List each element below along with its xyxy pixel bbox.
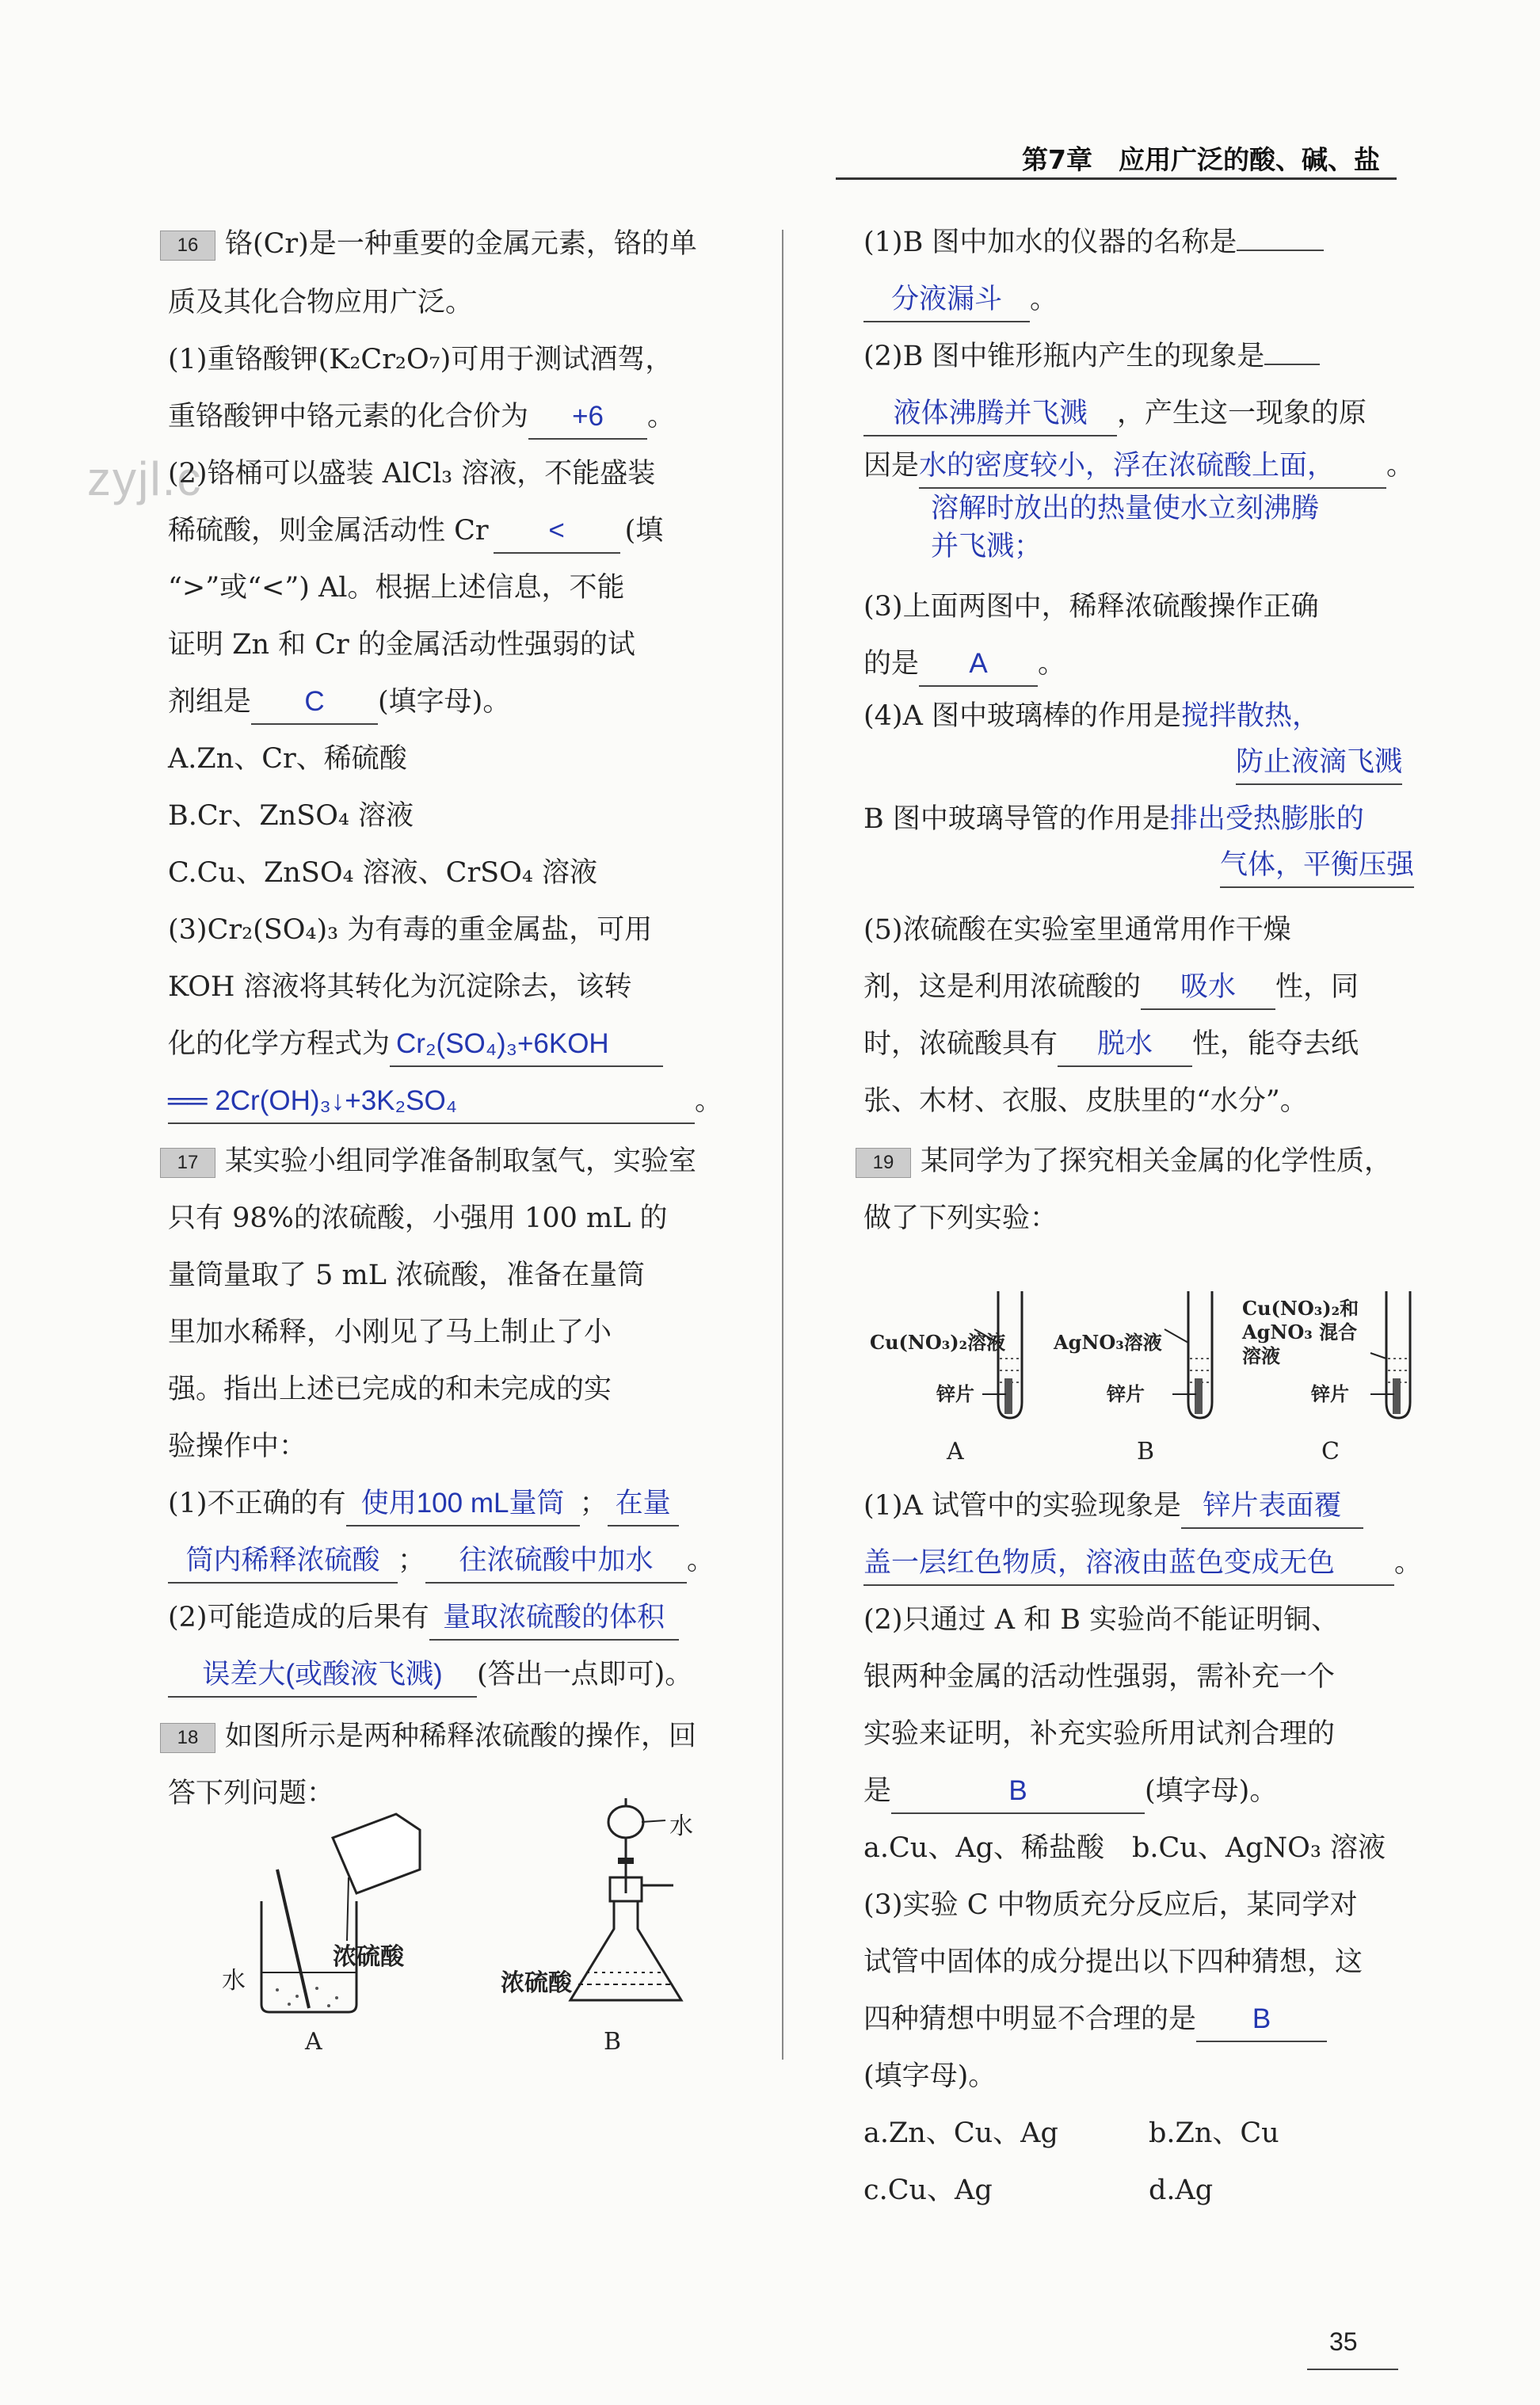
guess-c: c.Cu、Ag <box>863 2174 993 2206</box>
answer-text: B <box>1008 1775 1027 1806</box>
question-number-19: 19 <box>856 1148 911 1178</box>
answer-text: 气体，平衡压强 <box>1220 849 1415 880</box>
answer-text: 分液漏斗 <box>890 284 1002 314</box>
q17-line: (1)不正确的有 <box>168 1488 346 1519</box>
q17-line: (答出一点即可)。 <box>477 1659 693 1690</box>
q19-line: 是 <box>863 1775 892 1807</box>
answer-blank[interactable] <box>168 1080 695 1124</box>
q16-line: 稀硫酸，则金属活动性 Cr <box>168 515 489 547</box>
q16-line: (填字母)。 <box>378 686 511 718</box>
q16-line: 化的化学方程式为 <box>168 1028 391 1060</box>
tube-c-solution-label: Cu(NO₃)₂和 <box>1242 1297 1359 1320</box>
column-divider <box>782 230 783 2060</box>
q18-line: 张、木材、衣服、皮肤里的“水分”。 <box>863 1085 1308 1117</box>
q18-line: (5)浓硫酸在实验室里通常用作干燥 <box>863 914 1291 946</box>
answer-blank[interactable] <box>608 1482 679 1526</box>
figure-b-acid-label: 浓硫酸 <box>501 1969 572 1997</box>
figure-b-label: B <box>604 2028 622 2056</box>
answer-blank[interactable] <box>1196 1998 1327 2042</box>
q17-line: 只有 98%的浓硫酸，小强用 100 mL 的 <box>168 1202 668 1234</box>
answer-text: 筒内稀释浓硫酸 <box>185 1545 380 1576</box>
q18-line: 因是 <box>863 450 920 482</box>
q16-line: 质及其化合物应用广泛。 <box>168 287 474 318</box>
q19-line: (1)A 试管中的实验现象是 <box>863 1490 1181 1522</box>
q19-line: (填字母)。 <box>863 2060 997 2092</box>
answer-blank[interactable] <box>1220 844 1414 888</box>
answer-text: 盖一层红色物质，溶液由蓝色变成无色 <box>863 1547 1336 1578</box>
q19-continued <box>863 1477 1423 2219</box>
answer-text: 并飞溅； <box>931 531 1043 562</box>
q17-line: ； <box>579 1488 608 1519</box>
tube-b-label: B <box>1137 1438 1155 1465</box>
answer-text: B <box>1252 2003 1271 2034</box>
q18-line: (3)上面两图中，稀释浓硫酸操作正确 <box>863 591 1319 623</box>
left-column <box>168 214 782 1822</box>
q19-line: 四种猜想中明显不合理的是 <box>863 2003 1197 2035</box>
answer-text: C <box>304 686 325 717</box>
q18-line: ，产生这一现象的原 <box>1117 398 1367 429</box>
q17-line: ； <box>398 1545 426 1576</box>
guess-b: b.Zn、Cu <box>1149 2117 1279 2149</box>
q19-line: 做了下列实验： <box>863 1202 1058 1234</box>
tube-c-label: C <box>1321 1438 1340 1465</box>
answer-text: 使用100 mL量筒 <box>360 1488 565 1519</box>
answer-blank[interactable] <box>1141 966 1275 1010</box>
q19-line: (3)实验 C 中物质充分反应后，某同学对 <box>863 1889 1358 1921</box>
answer-blank[interactable] <box>346 1482 580 1526</box>
tube-b-solution-label: AgNO₃溶液 <box>1054 1331 1162 1354</box>
answer-text: A <box>969 648 988 679</box>
tube-c-solution-label: AgNO₃ 混合 <box>1242 1321 1358 1344</box>
guess-a: a.Zn、Cu、Ag <box>863 2117 1058 2149</box>
q16-line: 。 <box>695 1085 723 1117</box>
q19-line: 。 <box>1394 1547 1423 1579</box>
guess-d: d.Ag <box>1149 2174 1214 2206</box>
answer-text: 锌片表面覆 <box>1203 1490 1342 1521</box>
q19-line: 实验来证明，补充实验所用试剂合理的 <box>863 1718 1336 1750</box>
answer-text: ══ 2Cr(OH)₃↓+3K₂SO₄ <box>168 1085 457 1116</box>
answer-blank[interactable] <box>528 395 647 440</box>
chapter-header: 第7章 应用广泛的酸、碱、盐 <box>1022 144 1380 175</box>
q18-line: 的是 <box>863 648 920 680</box>
tube-a-solution-label: Cu(NO₃)₂溶液 <box>870 1331 1006 1354</box>
answer-blank[interactable] <box>1264 364 1320 365</box>
q16-line: KOH 溶液将其转化为沉淀除去，该转 <box>168 971 632 1003</box>
q17-line: 里加水稀释，小刚见了马上制止了小 <box>168 1317 612 1348</box>
q17-line: 验操作中： <box>168 1431 307 1462</box>
q16-line: (3)Cr₂(SO₄)₃ 为有毒的重金属盐，可用 <box>168 914 653 946</box>
figure-a-acid-label: 浓硫酸 <box>333 1943 404 1971</box>
answer-text: 吸水 <box>1180 971 1237 1002</box>
answer-text: 往浓硫酸中加水 <box>459 1545 654 1576</box>
q16-line: 重铬酸钾中铬元素的化合价为 <box>168 401 529 433</box>
question-number-18: 18 <box>160 1723 215 1753</box>
answer-blank[interactable] <box>1237 250 1324 251</box>
option-b: B.Cr、ZnSO₄ 溶液 <box>168 800 414 832</box>
q17-line: 量筒量取了 5 mL 浓硫酸，准备在量筒 <box>168 1260 646 1291</box>
q16-line: (填 <box>624 515 664 547</box>
answer-text: Cr₂(SO₄)₃+6KOH <box>396 1028 609 1059</box>
option-c: C.Cu、ZnSO₄ 溶液、CrSO₄ 溶液 <box>168 857 598 889</box>
answer-blank[interactable] <box>863 392 1117 436</box>
q19-line: 某同学为了探究相关金属的化学性质， <box>921 1145 1393 1177</box>
q18-line: 如图所示是两种稀释浓硫酸的操作，回 <box>225 1721 697 1752</box>
q16-line: (1)重铬酸钾(K₂Cr₂O₇)可用于测试酒驾， <box>168 344 673 375</box>
answer-text: 溶解时放出的热量使水立刻沸腾 <box>931 493 1320 524</box>
answer-blank[interactable] <box>919 642 1038 687</box>
answer-blank[interactable] <box>891 1770 1145 1814</box>
figure-b-flask-diagram <box>555 1790 745 2020</box>
q18-line: 时，浓硫酸具有 <box>863 1028 1058 1060</box>
answer-text: 量取浓硫酸的体积 <box>443 1602 665 1633</box>
answer-blank[interactable] <box>1058 1023 1192 1067</box>
tube-c-solution-label: 溶液 <box>1242 1344 1280 1367</box>
answer-blank[interactable] <box>251 680 378 725</box>
answer-blank[interactable] <box>390 1023 663 1067</box>
tube-a-label: A <box>947 1438 964 1465</box>
page-number: 35 <box>1329 2327 1358 2356</box>
answer-blank[interactable] <box>1181 1485 1363 1529</box>
q16-line: 。 <box>647 401 676 433</box>
answer-text: 搅拌散热， <box>1180 700 1320 731</box>
answer-blank[interactable] <box>1236 741 1402 785</box>
q18-line: B 图中玻璃导管的作用是 <box>863 803 1170 835</box>
answer-blank[interactable] <box>919 444 1386 489</box>
answer-text: 水的密度较小，浮在浓硫酸上面， <box>919 450 1336 481</box>
answer-text: < <box>548 515 565 546</box>
answer-text: 排出受热膨胀的 <box>1169 803 1364 834</box>
q19-line: (2)只通过 A 和 B 实验尚不能证明铜、 <box>863 1604 1340 1636</box>
answer-blank[interactable] <box>863 1542 1394 1586</box>
answer-text: +6 <box>572 401 604 432</box>
page-number-rule <box>1307 2369 1398 2370</box>
q19-line: 试管中固体的成分提出以下四种猜想，这 <box>863 1946 1363 1978</box>
right-column <box>863 214 1418 1247</box>
q16-line: 证明 Zn 和 Cr 的金属活动性强弱的试 <box>168 629 635 661</box>
q18-line: 。 <box>1386 450 1415 482</box>
q18-line: 性，同 <box>1275 971 1359 1003</box>
answer-text: 液体沸腾并飞溅 <box>893 398 1088 429</box>
q16-line: 铬(Cr)是一种重要的金属元素，铬的单 <box>225 228 697 260</box>
q19-options: a.Cu、Ag、稀盐酸 b.Cu、AgNO₃ 溶液 <box>863 1832 1386 1864</box>
figure-a-water-label: 水 <box>222 1967 246 1995</box>
q18-line: 剂，这是利用浓硫酸的 <box>863 971 1142 1003</box>
answer-blank[interactable] <box>168 1653 477 1698</box>
option-a: A.Zn、Cr、稀硫酸 <box>168 743 407 775</box>
tube-b-zinc-label: 锌片 <box>1107 1382 1145 1405</box>
q18-line: 。 <box>1038 648 1066 680</box>
question-number-17: 17 <box>160 1148 215 1178</box>
q16-line: “>”或“<”) Al。根据上述信息，不能 <box>168 572 625 604</box>
answer-blank[interactable] <box>494 509 620 554</box>
q18-line: (1)B 图中加水的仪器的名称是 <box>863 227 1237 258</box>
q17-line: 某实验小组同学准备制取氢气，实验室 <box>225 1145 697 1177</box>
q18-line: 。 <box>1030 284 1058 315</box>
answer-blank[interactable] <box>429 1596 679 1641</box>
header-rule <box>836 177 1397 180</box>
q18-line: 答下列问题： <box>168 1778 335 1809</box>
q18-line: (4)A 图中玻璃棒的作用是 <box>863 700 1181 732</box>
answer-blank[interactable] <box>863 278 1030 322</box>
question-number-16: 16 <box>160 231 215 261</box>
tube-a-zinc-label: 锌片 <box>936 1382 974 1405</box>
watermark: zyjl.c <box>87 452 203 505</box>
answer-text: 脱水 <box>1097 1028 1153 1059</box>
q17-line: 强。指出上述已完成的和未完成的实 <box>168 1374 612 1405</box>
answer-text: 在量 <box>615 1488 671 1519</box>
q19-line: 银两种金属的活动性强弱，需补充一个 <box>863 1661 1336 1693</box>
answer-blank[interactable] <box>168 1539 398 1584</box>
answer-text: 防止液滴飞溅 <box>1236 746 1403 777</box>
figure-a-beaker-diagram <box>198 1782 436 2036</box>
q16-line: (2)铬桶可以盛装 AlCl₃ 溶液，不能盛装 <box>168 458 656 490</box>
q16-line: 剂组是 <box>168 686 252 718</box>
q18-line: (2)B 图中锥形瓶内产生的现象是 <box>863 341 1265 372</box>
figure-b-water-label: 水 <box>669 1812 693 1840</box>
q18-line: 性，能夺去纸 <box>1192 1028 1359 1060</box>
tube-c-zinc-label: 锌片 <box>1311 1382 1349 1405</box>
q17-line: (2)可能造成的后果有 <box>168 1602 429 1633</box>
answer-blank[interactable] <box>425 1539 687 1584</box>
figure-a-label: A <box>305 2028 322 2056</box>
q17-line: 。 <box>687 1545 715 1576</box>
q19-line: (填字母)。 <box>1145 1775 1278 1807</box>
answer-text: 误差大(或酸液飞溅) <box>202 1659 443 1690</box>
